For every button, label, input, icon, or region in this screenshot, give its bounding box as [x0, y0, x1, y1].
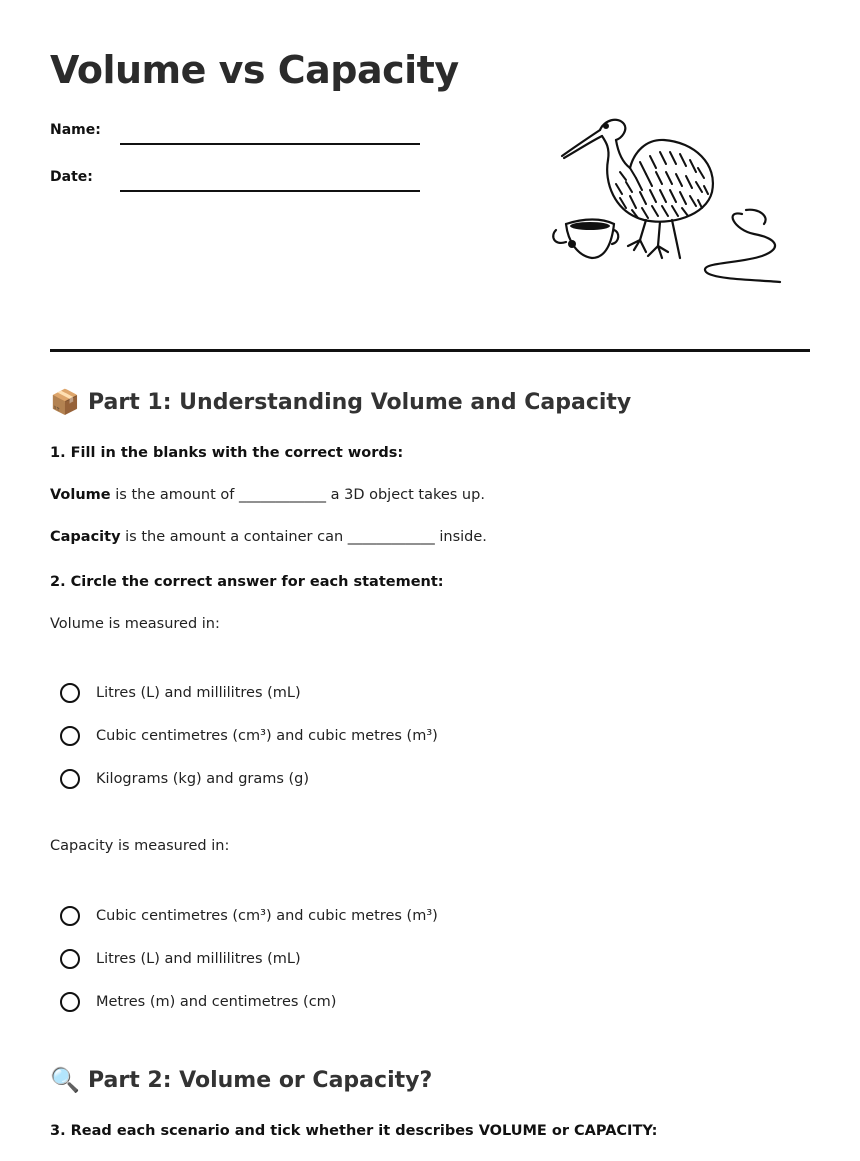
volume-sentence-rest: is the amount of ____________ a 3D object takes up.: [110, 487, 485, 503]
kiwi-illustration-icon: [548, 112, 790, 288]
magnifier-icon: 🔍: [50, 1066, 80, 1094]
volume-option-3[interactable]: [60, 766, 309, 792]
radio-circle-icon[interactable]: [60, 769, 80, 789]
option-label: Metres (m) and centimetres (cm): [96, 994, 337, 1010]
option-label: Litres (L) and millilitres (mL): [96, 951, 301, 967]
radio-circle-icon[interactable]: [60, 992, 80, 1012]
capacity-sentence: [50, 529, 487, 545]
radio-circle-icon[interactable]: [60, 906, 80, 926]
volume-option-1[interactable]: [60, 680, 301, 706]
question-3: 3. Read each scenario and tick whether it describes VOLUME or CAPACITY:: [50, 1123, 658, 1139]
box-icon: 📦: [50, 388, 80, 416]
date-label: Date:: [50, 169, 93, 185]
capacity-sentence-rest: is the amount a container can ____________ inside.: [120, 529, 487, 545]
part1-heading-text: Part 1: Understanding Volume and Capacity: [88, 389, 632, 415]
option-label: Cubic centimetres (cm³) and cubic metres (m³): [96, 728, 438, 744]
part1-heading: [50, 388, 631, 416]
date-line[interactable]: [120, 190, 420, 192]
option-label: Cubic centimetres (cm³) and cubic metres (m³): [96, 908, 438, 924]
capacity-term: Capacity: [50, 529, 121, 545]
volume-prompt: Volume is measured in:: [50, 616, 220, 632]
name-line[interactable]: [120, 143, 420, 145]
date-field[interactable]: [50, 165, 420, 193]
option-label: Kilograms (kg) and grams (g): [96, 771, 310, 787]
volume-sentence: [50, 487, 485, 503]
section-divider: [50, 349, 810, 352]
option-label: Litres (L) and millilitres (mL): [96, 685, 301, 701]
capacity-option-2[interactable]: [60, 946, 301, 972]
part2-heading: [50, 1066, 432, 1094]
volume-option-2[interactable]: [60, 723, 438, 749]
volume-term: Volume: [50, 487, 111, 503]
radio-circle-icon[interactable]: [60, 726, 80, 746]
name-label: Name:: [50, 122, 101, 138]
name-field[interactable]: [50, 118, 420, 146]
page-title: Volume vs Capacity: [50, 48, 459, 92]
capacity-option-1[interactable]: [60, 903, 438, 929]
radio-circle-icon[interactable]: [60, 683, 80, 703]
question-2: 2. Circle the correct answer for each statement:: [50, 574, 444, 590]
part2-heading-text: Part 2: Volume or Capacity?: [88, 1067, 433, 1093]
radio-circle-icon[interactable]: [60, 949, 80, 969]
capacity-prompt: Capacity is measured in:: [50, 838, 230, 854]
question-1: 1. Fill in the blanks with the correct words:: [50, 445, 404, 461]
capacity-option-3[interactable]: [60, 989, 336, 1015]
